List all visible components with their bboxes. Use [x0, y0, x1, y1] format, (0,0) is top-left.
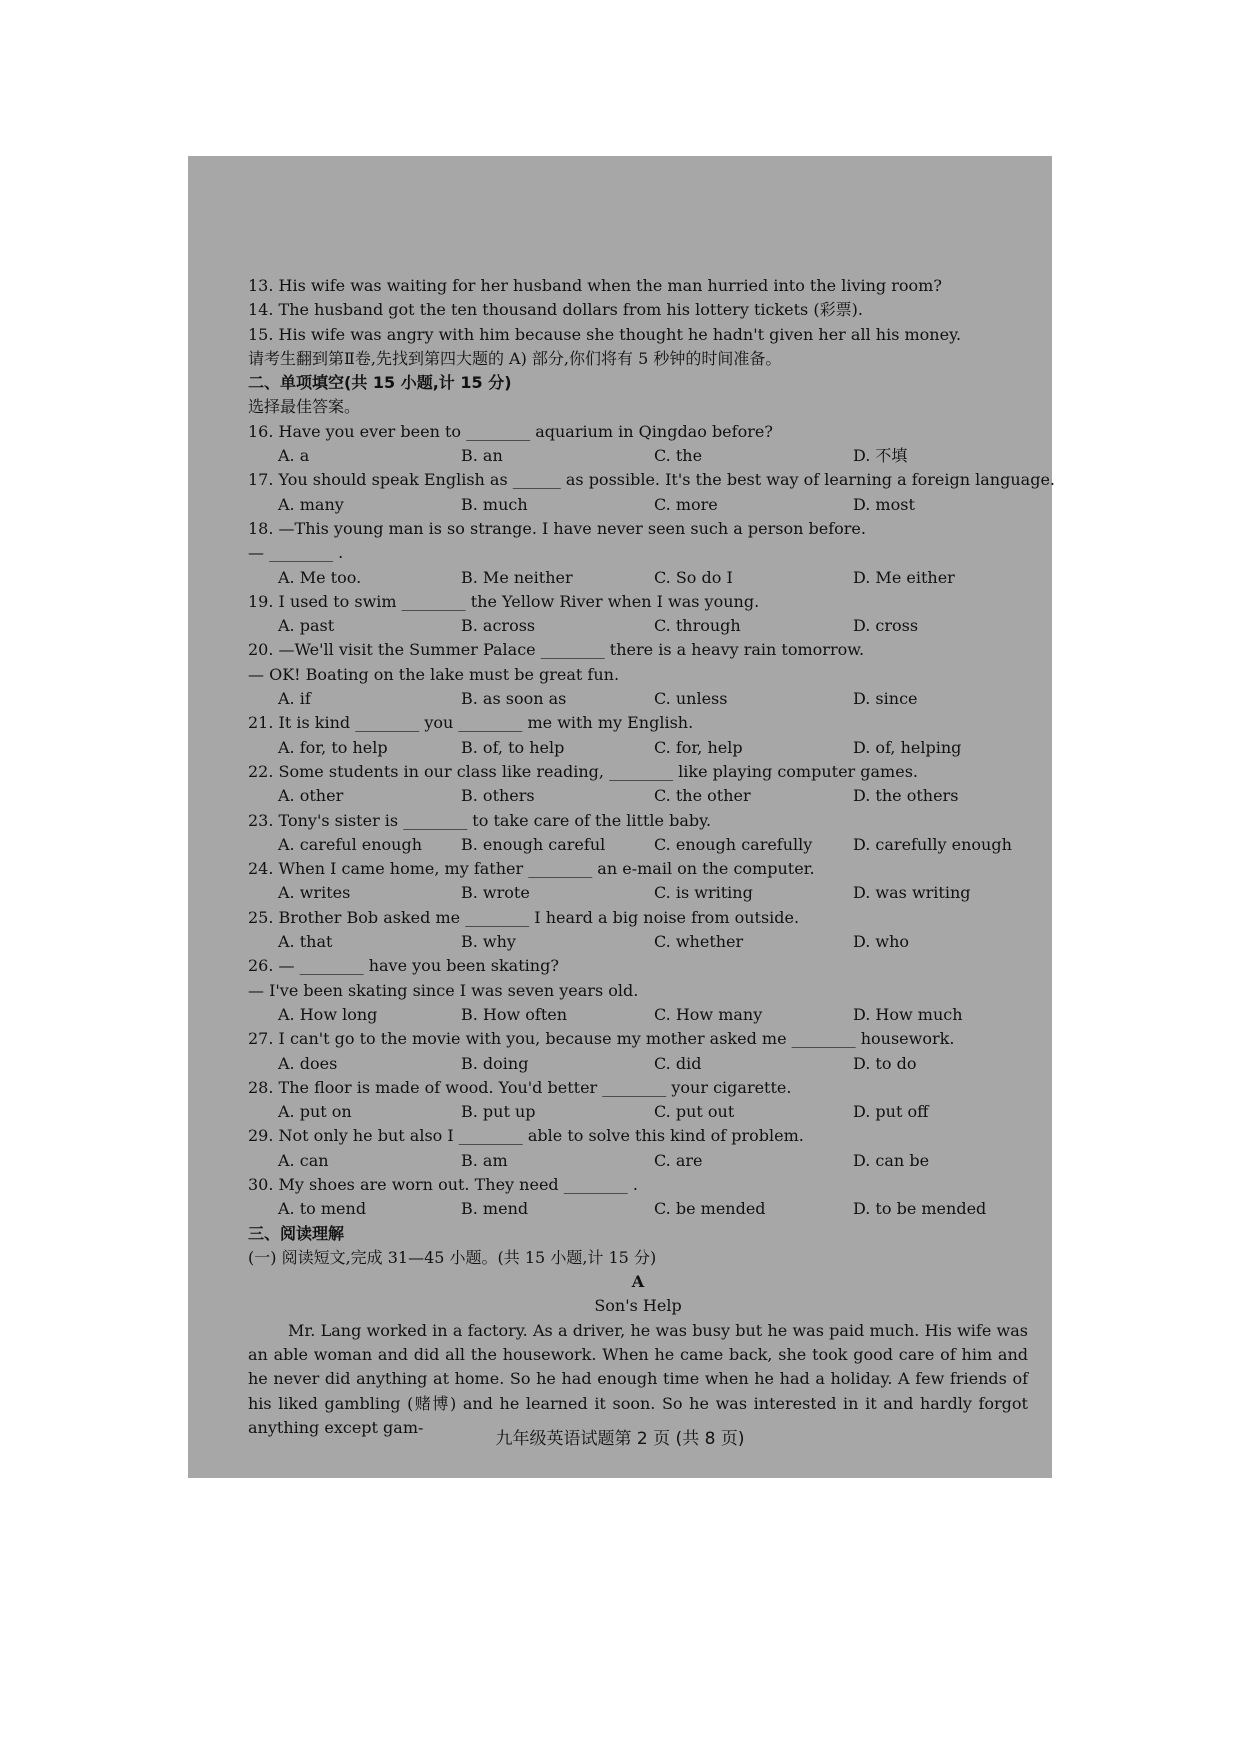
- answer-option: B. an: [461, 446, 503, 466]
- question-item: [248, 760, 1028, 809]
- question-item: [248, 809, 1028, 858]
- answer-option: A. that: [278, 932, 333, 952]
- question-item: [248, 420, 1028, 469]
- question-item: [248, 857, 1028, 906]
- question-list: [248, 420, 1055, 1222]
- answer-option: A. if: [278, 689, 311, 709]
- question-text: 16. Have you ever been to ________ aquarium in Qingdao before?: [248, 421, 773, 441]
- top-line: 请考生翻到第Ⅱ卷,先找到第四大题的 A) 部分,你们将有 5 秒钟的时间准备。: [248, 348, 782, 368]
- answer-option: C. the: [654, 446, 703, 466]
- question-text: — OK! Boating on the lake must be great fun.: [248, 664, 620, 684]
- answer-option: D. to do: [853, 1053, 917, 1073]
- question-item: [248, 517, 1028, 590]
- answer-option: D. cross: [853, 616, 919, 636]
- option-row: [248, 1100, 1028, 1124]
- question-item: [248, 711, 1028, 760]
- answer-option: D. carefully enough: [853, 834, 1012, 854]
- answer-option: A. can: [278, 1150, 329, 1170]
- question-item: [248, 468, 1055, 517]
- question-text: 17. You should speak English as ______ as possible. It's the best way of learning a foreign language.: [248, 470, 1055, 490]
- answer-option: B. mend: [461, 1199, 529, 1219]
- answer-option: C. So do I: [654, 567, 733, 587]
- top-line: 15. His wife was angry with him because she thought he hadn't given her all his money.: [248, 324, 962, 344]
- question-text: 18. —This young man is so strange. I have never seen such a person before.: [248, 518, 866, 538]
- answer-option: D. put off: [853, 1102, 929, 1122]
- answer-option: A. past: [278, 616, 335, 636]
- answer-option: D. most: [853, 494, 915, 514]
- answer-option: D. How much: [853, 1004, 963, 1024]
- passage-title: Son's Help: [594, 1296, 682, 1316]
- answer-option: C. through: [654, 616, 741, 636]
- answer-option: C. put out: [654, 1102, 735, 1122]
- option-row: [248, 1149, 1028, 1173]
- answer-option: D. Me either: [853, 567, 955, 587]
- answer-option: A. Me too.: [278, 567, 362, 587]
- answer-option: A. put on: [278, 1102, 352, 1122]
- answer-option: A. does: [278, 1053, 338, 1073]
- section-2-instruction: 选择最佳答案。: [248, 397, 361, 417]
- option-row: [248, 444, 1028, 468]
- question-text: 25. Brother Bob asked me ________ I heard a big noise from outside.: [248, 907, 800, 927]
- answer-option: B. enough careful: [461, 834, 606, 854]
- question-text: 21. It is kind ________ you ________ me with my English.: [248, 713, 694, 733]
- answer-option: A. a: [278, 446, 310, 466]
- question-text: 23. Tony's sister is ________ to take care of the little baby.: [248, 810, 712, 830]
- answer-option: C. whether: [654, 932, 744, 952]
- answer-option: C. the other: [654, 786, 751, 806]
- passage-label: A: [631, 1272, 645, 1292]
- question-item: [248, 1173, 1028, 1222]
- option-row: [248, 493, 1028, 517]
- top-line: 14. The husband got the ten thousand dollars from his lottery tickets (彩票).: [248, 300, 863, 320]
- answer-option: C. are: [654, 1150, 703, 1170]
- question-text: 27. I can't go to the movie with you, because my mother asked me ________ housework.: [248, 1029, 955, 1049]
- section-2-heading: 二、单项填空(共 15 小题,计 15 分): [248, 373, 512, 393]
- question-text: 19. I used to swim ________ the Yellow River when I was young.: [248, 591, 760, 611]
- answer-option: B. why: [461, 932, 516, 952]
- answer-option: D. of, helping: [853, 737, 962, 757]
- answer-option: A. careful enough: [278, 834, 423, 854]
- answer-option: C. be mended: [654, 1199, 766, 1219]
- answer-option: C. did: [654, 1053, 702, 1073]
- question-item: [248, 906, 1028, 955]
- question-item: [248, 590, 1028, 639]
- answer-option: A. How long: [278, 1004, 378, 1024]
- answer-option: B. others: [461, 786, 535, 806]
- top-line: 13. His wife was waiting for her husband when the man hurried into the living room?: [248, 276, 942, 295]
- option-row: [248, 881, 1028, 905]
- option-row: [248, 687, 1028, 711]
- answer-option: B. am: [461, 1150, 508, 1170]
- question-text: 22. Some students in our class like reading, ________ like playing computer games.: [248, 761, 918, 781]
- page-footer: 九年级英语试题第 2 页 (共 8 页): [495, 1429, 745, 1449]
- question-text: 24. When I came home, my father ________ an e-mail on the computer.: [248, 859, 815, 879]
- answer-option: C. enough carefully: [654, 834, 813, 854]
- answer-option: D. was writing: [853, 883, 971, 903]
- answer-option: A. other: [278, 786, 344, 806]
- answer-option: B. across: [461, 616, 536, 636]
- answer-option: C. for, help: [654, 737, 743, 757]
- question-text: — ________ .: [248, 543, 344, 563]
- answer-option: C. unless: [654, 689, 728, 709]
- exam-page: [188, 156, 1055, 1478]
- question-text: 28. The floor is made of wood. You'd better ________ your cigarette.: [248, 1077, 792, 1097]
- section-3-sub: (一) 阅读短文,完成 31—45 小题。(共 15 小题,计 15 分): [248, 1247, 657, 1267]
- option-row: [248, 1052, 1028, 1076]
- top-lines: [248, 274, 1028, 371]
- answer-option: B. put up: [461, 1102, 536, 1122]
- option-row: [248, 930, 1028, 954]
- answer-option: A. for, to help: [278, 737, 388, 757]
- answer-option: B. as soon as: [461, 689, 567, 709]
- exam-content: [248, 274, 1055, 1440]
- question-text: 26. — ________ have you been skating?: [248, 956, 559, 976]
- question-text: 29. Not only he but also I ________ able to solve this kind of problem.: [248, 1126, 804, 1146]
- answer-option: B. doing: [461, 1053, 529, 1073]
- answer-option: A. many: [278, 494, 344, 514]
- answer-option: D. 不填: [853, 446, 908, 466]
- answer-option: C. How many: [654, 1004, 763, 1024]
- question-text: — I've been skating since I was seven years old.: [248, 980, 639, 1000]
- answer-option: D. since: [853, 689, 918, 709]
- answer-option: B. of, to help: [461, 737, 565, 757]
- question-text: 30. My shoes are worn out. They need ________ .: [248, 1174, 638, 1194]
- option-row: [248, 833, 1028, 857]
- answer-option: D. can be: [853, 1150, 930, 1170]
- answer-option: A. to mend: [278, 1199, 367, 1219]
- question-item: [248, 1124, 1028, 1173]
- option-row: [248, 736, 1028, 760]
- option-row: [248, 614, 1028, 638]
- answer-option: B. How often: [461, 1004, 568, 1024]
- question-item: [248, 638, 1028, 711]
- option-row: [248, 566, 1028, 590]
- question-item: [248, 954, 1028, 1027]
- passage-paragraph: Mr. Lang worked in a factory. As a driver, he was busy but he was paid much. His wife was an able woman and did all the housework. When he came back, she took good care of him and he never did anything at home. So he had enough time when he had a holiday. A few friends of his liked gambling (赌博) and he learned it soon. So he was interested in it and hardly forgot anything except gam-: [248, 1320, 1028, 1437]
- answer-option: A. writes: [278, 883, 351, 903]
- section-3-heading: 三、阅读理解: [248, 1223, 345, 1243]
- option-row: [248, 1197, 1028, 1221]
- answer-option: B. Me neither: [461, 567, 573, 587]
- question-item: [248, 1027, 1028, 1076]
- question-item: [248, 1076, 1028, 1125]
- answer-option: B. much: [461, 494, 528, 514]
- answer-option: C. is writing: [654, 883, 753, 903]
- option-row: [248, 1003, 1028, 1027]
- answer-option: D. who: [853, 932, 910, 952]
- answer-option: C. more: [654, 494, 718, 514]
- answer-option: B. wrote: [461, 883, 530, 903]
- question-text: 20. —We'll visit the Summer Palace ________ there is a heavy rain tomorrow.: [248, 640, 865, 660]
- option-row: [248, 784, 1028, 808]
- answer-option: D. to be mended: [853, 1199, 987, 1219]
- answer-option: D. the others: [853, 786, 959, 806]
